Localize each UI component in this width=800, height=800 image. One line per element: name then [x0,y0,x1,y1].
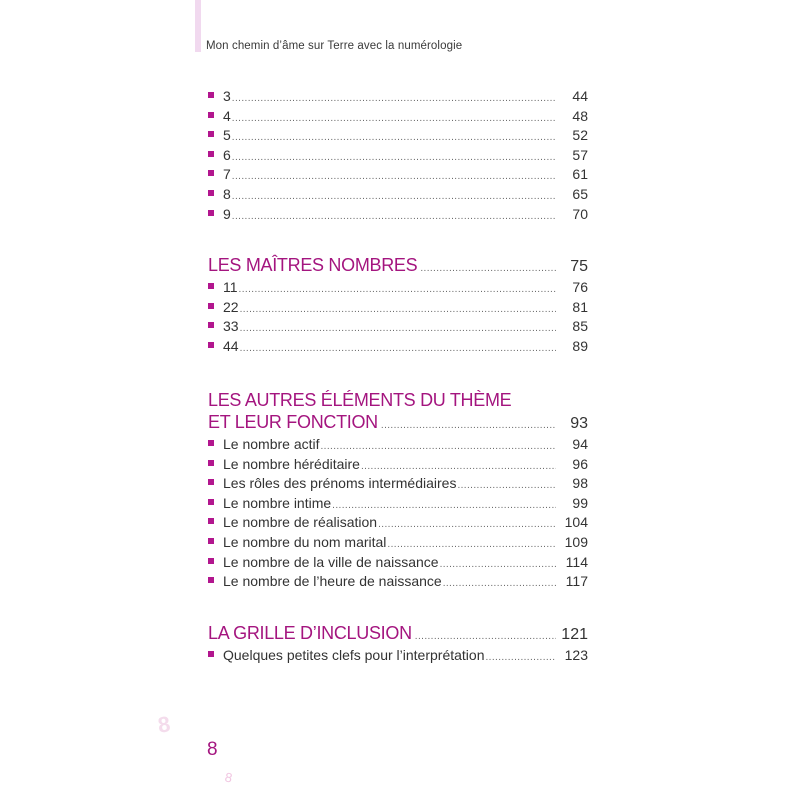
dot-leader [232,211,556,222]
toc-entry-page: 123 [564,647,588,663]
page-folio: 8 [207,739,218,760]
toc-section-grille [208,623,588,667]
bullet-icon [208,322,214,328]
toc-entry[interactable] [208,88,588,108]
toc-entry-label: Le nombre héréditaire [223,455,360,472]
toc-entry-label: Le nombre actif [223,436,320,452]
toc-entry-page: 65 [572,185,588,202]
toc-entry[interactable] [208,127,588,147]
bullet-icon [208,479,214,485]
toc-entry-page: 57 [572,146,588,163]
section-page: 93 [570,415,588,432]
dot-leader [232,113,556,124]
dot-leader [232,191,556,202]
toc-entry[interactable] [208,147,588,167]
toc-entry[interactable] [208,108,588,128]
dot-leader [378,519,556,530]
bullet-icon [208,112,214,118]
toc-entry-page: 70 [572,205,588,222]
ghost-numeral-mark: 8 [223,769,234,786]
toc-entry[interactable] [208,534,588,554]
dot-leader [457,480,556,491]
dot-leader [485,652,556,663]
toc-entry-page: 94 [572,436,588,452]
running-header: Mon chemin d’âme sur Terre avec la numérologie [206,40,463,52]
toc-entry-label: 33 [223,318,239,335]
toc-entry-label: 3 [223,88,231,104]
toc-entry-page: 104 [564,514,588,531]
toc-entry[interactable] [208,495,588,515]
bullet-icon [208,342,214,348]
section-title-line2: ET LEUR FONCTION [208,412,378,432]
dot-leader [321,441,557,452]
bullet-icon [208,518,214,524]
dot-leader [232,132,556,143]
bullet-icon [208,499,214,505]
section-title-line1: LES AUTRES ÉLÉMENTS DU THÈME [208,390,512,410]
toc-entry-page: 48 [572,107,588,124]
bullet-icon [208,651,214,657]
bullet-icon [208,190,214,196]
toc-entry-page: 44 [572,88,588,104]
toc-entry-label: Le nombre du nom marital [223,533,387,550]
dot-leader [420,263,556,274]
bullet-icon [208,151,214,157]
bullet-icon [208,283,214,289]
section-heading-row[interactable] [208,412,588,436]
toc-entry[interactable] [208,279,588,299]
toc-entry[interactable] [208,456,588,476]
toc-section-maitres-nombres [208,255,588,357]
toc-entry-page: 96 [572,455,588,472]
toc-entry-label: Les rôles des prénoms intermédiaires [223,475,457,492]
toc-entry[interactable] [208,475,588,495]
dot-leader [440,559,556,570]
dot-leader [332,500,556,511]
section-heading-row[interactable] [208,255,588,279]
toc-entry-label: 9 [223,205,231,222]
section-title: LA GRILLE D’INCLUSION [208,623,412,643]
toc-entry[interactable] [208,647,588,667]
toc-entry-page: 114 [565,553,588,570]
toc-group-numbers [208,88,588,225]
toc-entry-label: 4 [223,107,231,124]
bullet-icon [208,577,214,583]
toc-entry-page: 99 [572,494,588,511]
toc-entry[interactable] [208,514,588,534]
section-title: LES MAÎTRES NOMBRES [208,255,418,275]
toc-entry-label: Le nombre intime [223,494,332,511]
dot-leader [443,578,556,589]
toc-entry-label: Le nombre de la ville de naissance [223,553,439,570]
toc-entry[interactable] [208,186,588,206]
bullet-icon [208,131,214,137]
dot-leader [387,539,556,550]
toc-entry-label: Quelques petites clefs pour l’interprétation [223,647,485,663]
dot-leader [232,93,556,104]
toc-entry-label: 8 [223,185,231,202]
bullet-icon [208,460,214,466]
toc-entry-page: 81 [572,298,588,315]
toc-entry[interactable] [208,338,588,358]
dot-leader [240,323,556,334]
bullet-icon [208,210,214,216]
section-page: 75 [570,258,588,275]
bullet-icon [208,440,214,446]
toc-entry-page: 109 [564,533,588,550]
toc-entry[interactable] [208,318,588,338]
toc-entry-label: Le nombre de réalisation [223,514,378,531]
toc-entry[interactable] [208,299,588,319]
toc-entry[interactable] [208,573,588,593]
dot-leader [232,171,556,182]
toc-entry[interactable] [208,166,588,186]
section-page: 121 [561,626,588,643]
toc-entry[interactable] [208,206,588,226]
toc-section-autres-elements [208,390,588,593]
bullet-icon [208,170,214,176]
toc-entry-label: 22 [223,298,239,315]
toc-entry-page: 76 [572,279,588,295]
dot-leader [240,343,556,354]
toc-entry-label: Le nombre de l’heure de naissance [223,573,442,590]
toc-entry-page: 61 [572,166,588,183]
toc-entry-label: 5 [223,127,231,144]
bullet-icon [208,538,214,544]
toc-entry-page: 85 [572,318,588,335]
dot-leader [232,152,556,163]
bullet-icon [208,303,214,309]
section-heading-row[interactable] [208,623,588,647]
toc-entry-label: 11 [223,279,238,295]
toc-entry[interactable] [208,554,588,574]
toc-entry-page: 117 [565,573,588,590]
header-accent-bar [195,0,201,52]
dot-leader [240,304,556,315]
dot-leader [381,420,556,431]
bullet-icon [208,558,214,564]
toc-entry-label: 6 [223,146,231,163]
toc-entry[interactable] [208,436,588,456]
toc-entry-page: 52 [572,127,588,144]
dot-leader [415,631,556,642]
toc-entry-label: 7 [223,166,231,183]
section-heading-line1[interactable] [208,390,588,412]
toc-entry-label: 44 [223,337,239,354]
bullet-icon [208,92,214,98]
ghost-numeral-mark: 8 [156,711,172,738]
dot-leader [239,284,556,295]
toc-entry-page: 98 [572,475,588,492]
toc-entry-page: 89 [572,337,588,354]
dot-leader [361,461,556,472]
